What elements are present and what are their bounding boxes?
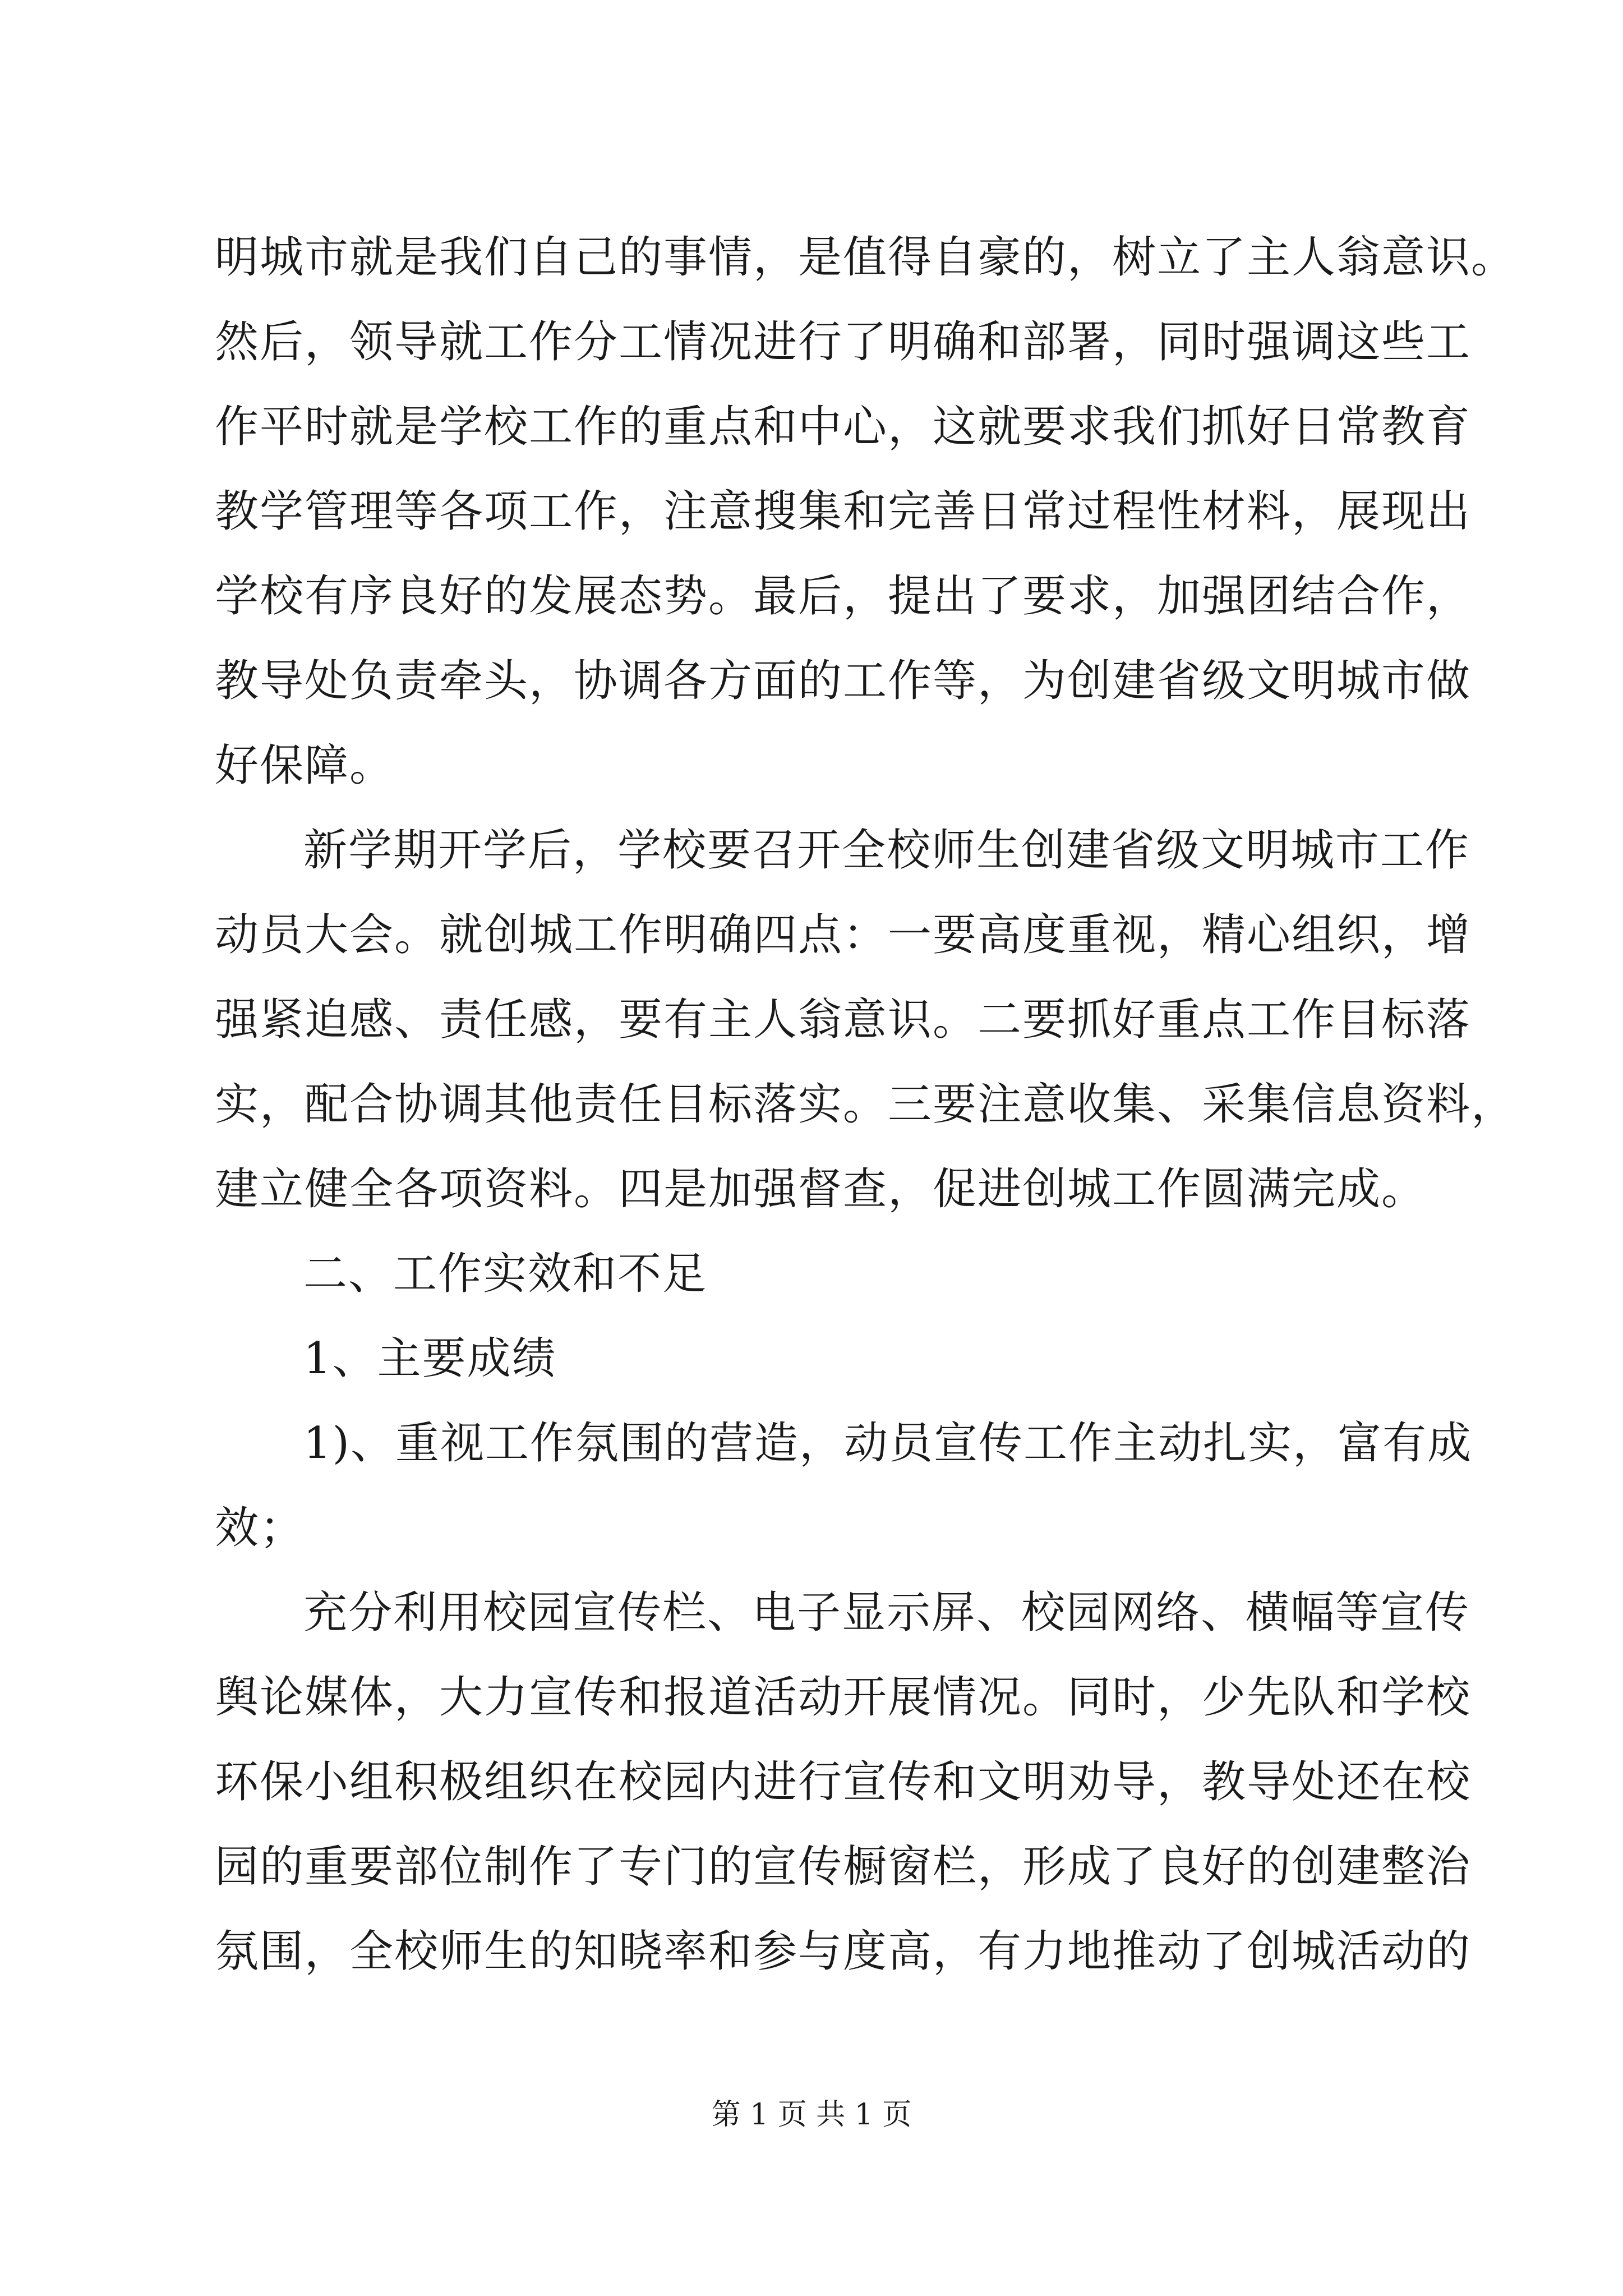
- text-line: 动员大会。就创城工作明确四点：一要高度重视，精心组织，增: [215, 910, 1472, 960]
- text-line: 然后，领导就工作分工情况进行了明确和部署，同时强调这些工: [215, 317, 1472, 367]
- subsection-heading: 1、主要成绩: [303, 1333, 557, 1384]
- text-line: 好保障。: [215, 740, 395, 791]
- text-line: 实，配合协调其他责任目标落实。三要注意收集、采集信息资料，: [215, 1079, 1516, 1130]
- text-line: 建立健全各项资料。四是加强督查，促进创城工作圆满完成。: [215, 1164, 1427, 1214]
- text-line: 园的重要部位制作了专门的宣传橱窗栏，形成了良好的创建整治: [215, 1842, 1472, 1892]
- text-line: 作平时就是学校工作的重点和中心，这就要求我们抓好日常教育: [215, 402, 1472, 452]
- text-line: 新学期开学后，学校要召开全校师生创建省级文明城市工作: [303, 825, 1470, 876]
- text-line: 环保小组积极组织在校园内进行宣传和文明劝导，教导处还在校: [215, 1757, 1472, 1807]
- text-line: 教导处负责牵头，协调各方面的工作等，为创建省级文明城市做: [215, 656, 1472, 706]
- text-line: 1)、重视工作氛围的营造，动员宣传工作主动扎实，富有成: [303, 1418, 1473, 1469]
- body-text: [215, 215, 1516, 1994]
- section-heading: 二、工作实效和不足: [303, 1249, 708, 1299]
- text-line: 明城市就是我们自己的事情，是值得自豪的，树立了主人翁意识。: [215, 232, 1516, 283]
- text-line: 氛围，全校师生的知晓率和参与度高，有力地推动了创城活动的: [215, 1926, 1472, 1977]
- page-footer: 第 1 页 共 1 页: [711, 2098, 912, 2132]
- text-line: 强紧迫感、责任感，要有主人翁意识。二要抓好重点工作目标落: [215, 995, 1472, 1045]
- text-line: 舆论媒体，大力宣传和报道活动开展情况。同时，少先队和学校: [215, 1672, 1472, 1723]
- text-line: 充分利用校园宣传栏、电子显示屏、校园网络、横幅等宣传: [303, 1588, 1470, 1638]
- text-line: 效；: [215, 1503, 305, 1553]
- text-line: 学校有序良好的发展态势。最后，提出了要求，加强团结合作，: [215, 571, 1472, 622]
- text-line: 教学管理等各项工作，注意搜集和完善日常过程性材料，展现出: [215, 486, 1472, 537]
